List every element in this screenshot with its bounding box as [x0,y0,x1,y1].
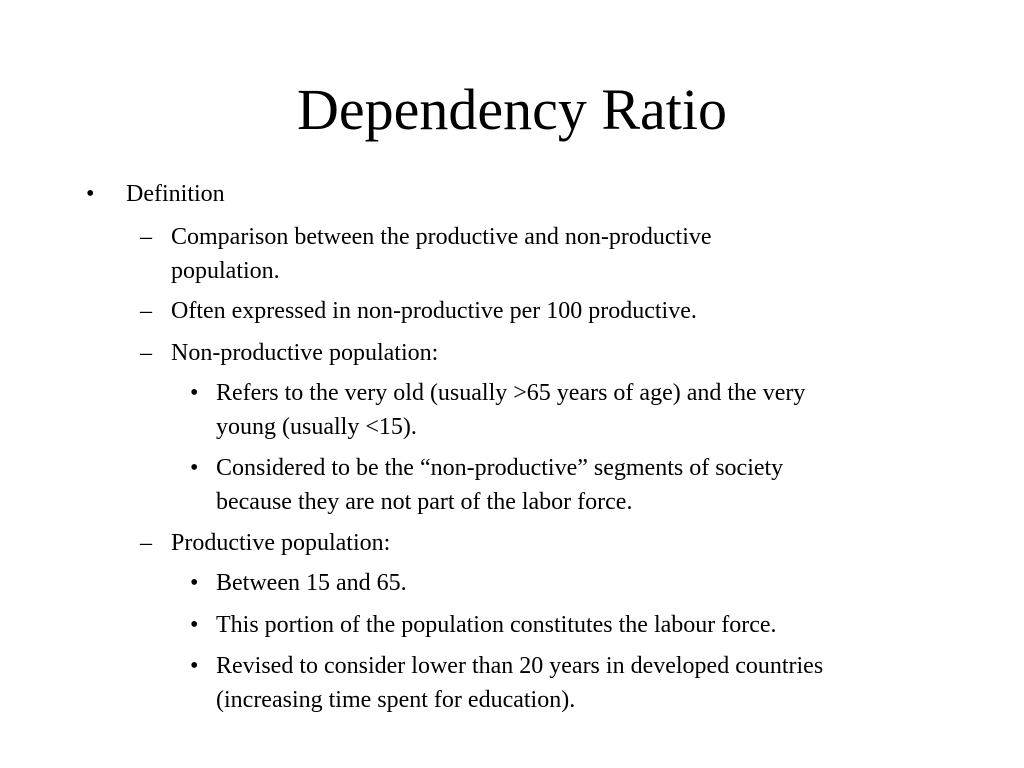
sub-bullet-text-line-2: population. [171,258,280,284]
sub-bullet-text: Often expressed in non-productive per 100 productive. [171,298,697,324]
bullet-definition [0,177,1024,211]
bullet-marker: • [190,455,199,481]
sub-sub-bullet-text-line-2: because they are not part of the labor force. [216,489,633,515]
sub-sub-bullet-text: Between 15 and 65. [216,570,407,596]
sub-sub-bullet-between [0,566,1024,600]
sub-bullet-productive [0,526,1024,560]
sub-sub-bullet-revised [0,649,1024,717]
bullet-marker: • [190,380,199,406]
sub-sub-bullet-text-line-1: Considered to be the “non-productive” segments of society [216,455,784,481]
sub-sub-bullet-this-portion [0,608,1024,642]
sub-bullet-often-expressed [0,294,1024,328]
dash-marker: – [140,224,152,250]
sub-sub-bullet-considered [0,451,1024,519]
bullet-marker: • [86,181,95,207]
sub-bullet-text-line-1: Comparison between the productive and non-productive [171,224,712,250]
bullet-text: Definition [126,181,225,207]
sub-sub-bullet-text-line-2: young (usually <15). [216,414,417,440]
slide-title: Dependency Ratio [296,77,727,142]
sub-sub-bullet-text-line-2: (increasing time spent for education). [216,687,576,713]
sub-bullet-text: Non-productive population: [171,340,439,366]
sub-sub-bullet-text-line-1: Revised to consider lower than 20 years in developed countries [216,653,824,679]
dash-marker: – [140,530,152,556]
sub-bullet-text: Productive population: [171,530,391,556]
sub-sub-bullet-refers [0,376,1024,444]
dash-marker: – [140,340,152,366]
sub-bullet-non-productive [0,336,1024,370]
sub-sub-bullet-text: This portion of the population constitutes the labour force. [216,612,777,638]
bullet-marker: • [190,653,199,679]
sub-sub-bullet-text-line-1: Refers to the very old (usually >65 years of age) and the very [216,380,806,406]
sub-bullet-comparison [0,220,1024,288]
dash-marker: – [140,298,152,324]
bullet-marker: • [190,612,199,638]
bullet-marker: • [190,570,199,596]
